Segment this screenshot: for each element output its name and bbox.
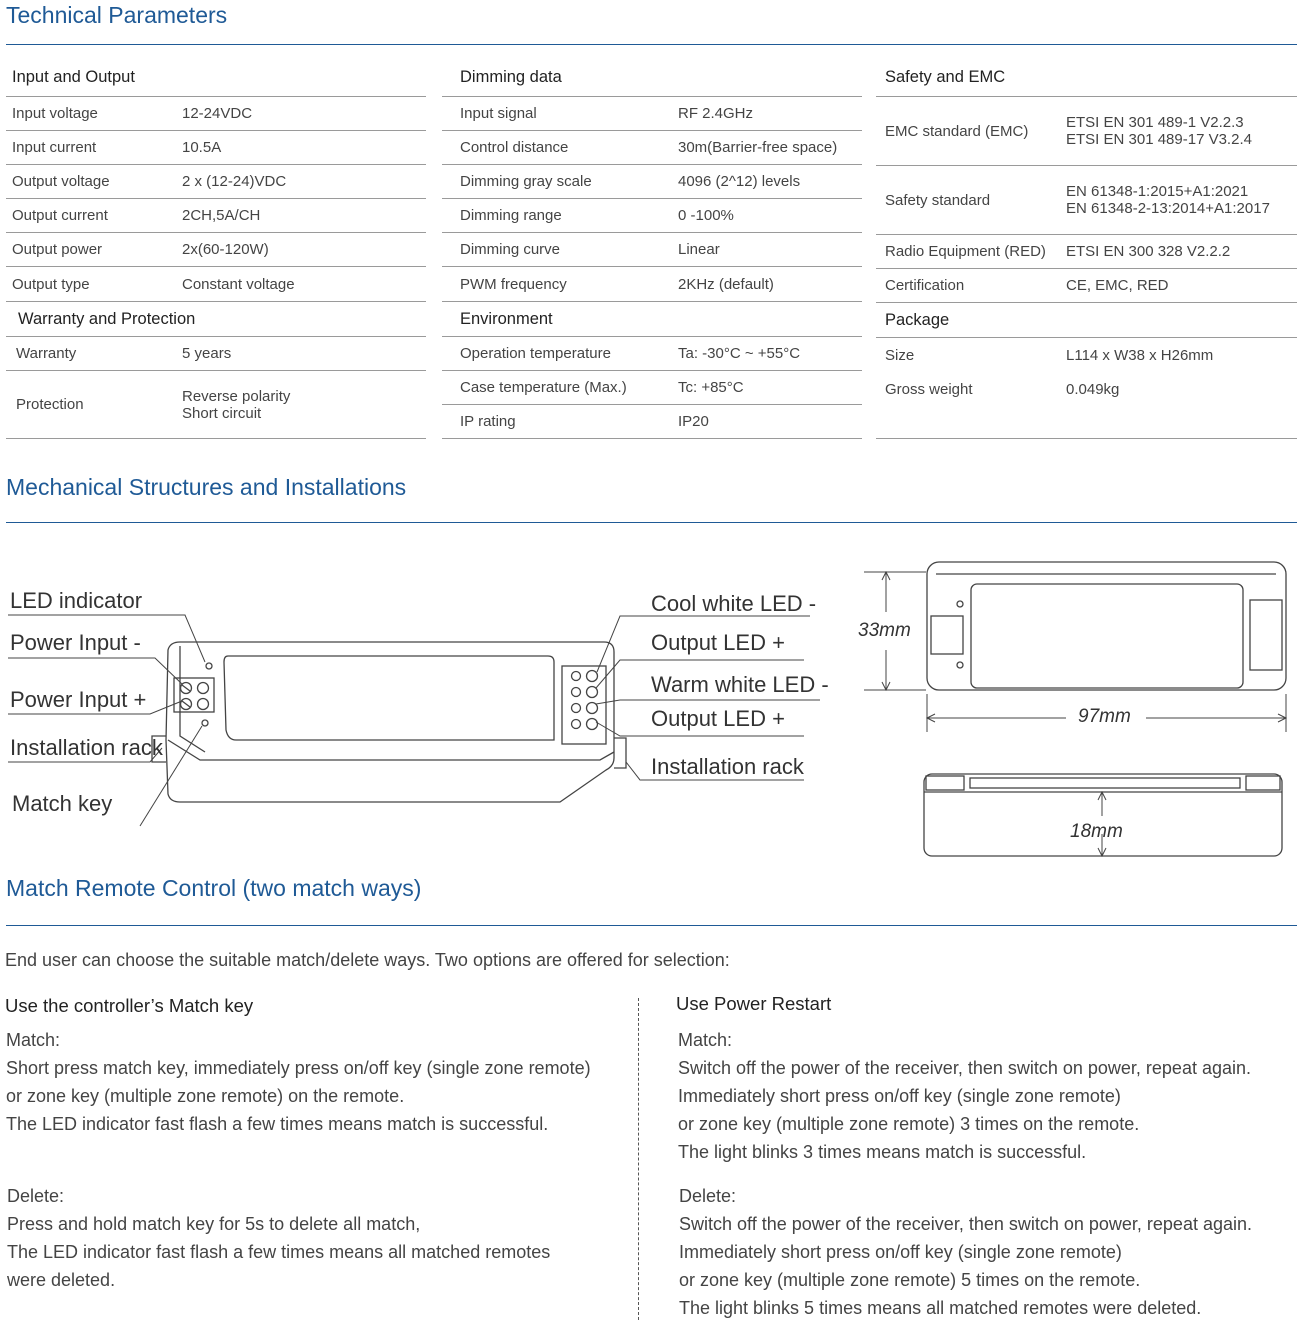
- right-match-line: Switch off the power of the receiver, then switch on power, repeat again.: [678, 1058, 1252, 1078]
- row-key: Size: [885, 346, 915, 364]
- row-value-line: IP20: [678, 413, 709, 430]
- row-value: [678, 97, 753, 130]
- row-key: Output power: [12, 241, 103, 258]
- right-method-title: Use Power Restart: [676, 993, 832, 1014]
- right-match-label: Match:: [678, 1030, 733, 1050]
- right-delete-line: The light blinks 5 times means all matched remotes were deleted.: [679, 1298, 1202, 1318]
- row-value: [678, 371, 744, 404]
- row-value-line: Short circuit: [182, 404, 262, 422]
- table-row: [6, 97, 426, 131]
- table-row: [442, 337, 862, 371]
- row-key: Warranty: [16, 345, 77, 362]
- row-value: [1066, 338, 1213, 372]
- table-header: [442, 302, 862, 337]
- table-row: [442, 405, 862, 439]
- section-rule: [6, 44, 1297, 45]
- section-rule: [6, 925, 1297, 926]
- left-match-line: Short press match key, immediately press on/off key (single zone remote): [6, 1058, 591, 1078]
- row-value: [678, 233, 720, 266]
- safety-table: [876, 58, 1297, 440]
- row-value-line: Linear: [678, 241, 720, 258]
- table-header: [6, 302, 426, 337]
- row-key: Input signal: [460, 105, 537, 122]
- row-key: Radio Equipment (RED): [885, 243, 1046, 260]
- row-value-line: L114 x W38 x H26mm: [1066, 346, 1214, 364]
- row-value: [182, 371, 290, 438]
- row-value: [678, 337, 800, 370]
- match-intro: End user can choose the suitable match/delete ways. Two options are offered for selection:: [5, 950, 730, 970]
- table-row: [876, 235, 1297, 269]
- row-value-line: 0.049kg: [1066, 380, 1120, 398]
- row-value: [182, 199, 260, 232]
- row-key: Dimming range: [460, 207, 562, 224]
- table-row: [442, 267, 862, 302]
- table-row: [876, 97, 1297, 166]
- row-value-line: CE, EMC, RED: [1066, 277, 1169, 294]
- label-output-led-plus-2: Output LED +: [651, 706, 785, 731]
- table-header-label: Input and Output: [12, 67, 135, 86]
- column-divider: [638, 998, 639, 1320]
- table-header: [442, 58, 862, 97]
- dimension-depth: 18mm: [1070, 821, 1123, 842]
- table-row: [876, 269, 1297, 303]
- table-row: [6, 165, 426, 199]
- row-value-line: 2x(60-120W): [182, 241, 269, 258]
- row-value: [182, 233, 269, 266]
- section-rule: [6, 522, 1297, 523]
- table-row: [6, 371, 426, 439]
- row-value-line: ETSI EN 301 489-17 V3.2.4: [1066, 131, 1252, 148]
- device-top-view: [856, 552, 1296, 862]
- label-cool-white-led: Cool white LED -: [651, 591, 817, 616]
- row-key: PWM frequency: [460, 275, 567, 293]
- left-match-line: The LED indicator fast flash a few times means match is successful.: [6, 1114, 549, 1134]
- row-value-line: Constant voltage: [182, 275, 295, 293]
- row-value-line: Ta: -30°C ~ +55°C: [678, 345, 801, 362]
- row-key: Output type: [12, 275, 90, 293]
- row-value-line: 2KHz (default): [678, 275, 774, 293]
- section-title-technical: Technical Parameters: [6, 2, 228, 28]
- row-value: [1066, 166, 1270, 234]
- dimming-table: [442, 58, 862, 440]
- label-match-key: Match key: [12, 791, 113, 816]
- left-delete-line: were deleted.: [7, 1270, 116, 1290]
- row-key: Safety standard: [885, 191, 991, 209]
- row-key: Operation temperature: [460, 345, 611, 362]
- right-delete-block: [679, 1182, 1252, 1322]
- row-value: [1066, 235, 1230, 268]
- row-key: Output voltage: [12, 173, 110, 190]
- label-output-led-plus-1: Output LED +: [651, 630, 785, 655]
- row-value: [678, 199, 734, 232]
- right-delete-line: Switch off the power of the receiver, then switch on power, repeat again.: [679, 1214, 1253, 1234]
- row-value-line: ETSI EN 300 328 V2.2.2: [1066, 243, 1231, 260]
- row-value-line: ETSI EN 301 489-1 V2.2.3: [1066, 114, 1244, 131]
- row-key: Case temperature (Max.): [460, 379, 627, 396]
- row-value-line: 10.5A: [182, 139, 222, 156]
- row-value-line: 5 years: [182, 345, 232, 362]
- table-header-label: Package: [885, 310, 950, 329]
- row-key: EMC standard (EMC): [885, 122, 1029, 140]
- table-header: [6, 58, 426, 97]
- table-row: [6, 233, 426, 267]
- row-key: Input voltage: [12, 105, 98, 122]
- left-delete-line: The LED indicator fast flash a few times means all matched remotes: [7, 1242, 551, 1262]
- row-value: [1066, 372, 1119, 406]
- table-header-label: Dimming data: [460, 67, 562, 86]
- row-value-line: 12-24VDC: [182, 105, 253, 122]
- table-header-label: Environment: [460, 309, 553, 328]
- dimension-height: 33mm: [858, 620, 911, 641]
- right-match-line: Immediately short press on/off key (single zone remote): [678, 1086, 1121, 1106]
- row-key: Output current: [12, 207, 108, 224]
- left-match-line: or zone key (multiple zone remote) on the remote.: [6, 1086, 405, 1106]
- row-value-line: EN 61348-2-13:2014+A1:2017: [1066, 200, 1270, 217]
- left-delete-block: [7, 1182, 550, 1294]
- row-key: Dimming gray scale: [460, 173, 592, 190]
- right-delete-line: or zone key (multiple zone remote) 5 times on the remote.: [679, 1270, 1141, 1290]
- row-value-line: 2CH,5A/CH: [182, 207, 261, 224]
- table-row: [6, 267, 426, 302]
- row-value: [1066, 269, 1169, 302]
- row-value: [678, 165, 800, 198]
- row-value-line: 4096 (2^12) levels: [678, 173, 801, 190]
- row-key: IP rating: [460, 413, 516, 430]
- left-delete-label: Delete:: [7, 1186, 65, 1206]
- row-value: [182, 267, 295, 301]
- table-header-label: Warranty and Protection: [18, 309, 196, 328]
- table-row: [6, 199, 426, 233]
- table-header-label: Safety and EMC: [885, 67, 1006, 86]
- row-key: Dimming curve: [460, 241, 561, 258]
- row-value-line: EN 61348-1:2015+A1:2021: [1066, 183, 1249, 200]
- row-value: [1066, 97, 1252, 165]
- right-match-line: The light blinks 3 times means match is successful.: [678, 1142, 1087, 1162]
- row-key: Input current: [12, 139, 97, 156]
- left-match-label: Match:: [6, 1030, 61, 1050]
- table-row: [876, 338, 1297, 372]
- label-warm-white-led: Warm white LED -: [651, 672, 829, 697]
- row-value: [678, 131, 837, 164]
- left-method-title: Use the controller’s Match key: [5, 995, 254, 1016]
- row-value-line: Tc: +85°C: [678, 379, 744, 396]
- row-value-line: 30m(Barrier-free space): [678, 139, 838, 156]
- table-row: [442, 233, 862, 267]
- label-power-input-minus: Power Input -: [10, 630, 141, 655]
- left-match-block: [6, 1026, 591, 1138]
- row-value-line: 0 -100%: [678, 207, 734, 224]
- row-value: [182, 337, 231, 370]
- right-delete-line: Immediately short press on/off key (single zone remote): [679, 1242, 1122, 1262]
- table-row: [442, 97, 862, 131]
- table-row: [442, 371, 862, 405]
- label-installation-rack-left: Installation rack: [10, 735, 163, 760]
- right-match-block: [678, 1026, 1251, 1166]
- table-row: [442, 199, 862, 233]
- row-key: Certification: [885, 277, 965, 294]
- table-row: [6, 131, 426, 165]
- row-key: Gross weight: [885, 380, 973, 398]
- left-delete-line: Press and hold match key for 5s to delete all match,: [7, 1214, 421, 1234]
- label-led-indicator: LED indicator: [10, 588, 143, 613]
- right-delete-label: Delete:: [679, 1186, 737, 1206]
- table-row-spacer: [876, 406, 1297, 439]
- dimension-width: 97mm: [1078, 706, 1131, 727]
- row-key: Control distance: [460, 139, 569, 156]
- input-output-table: [6, 58, 426, 440]
- section-title-mechanical: Mechanical Structures and Installations: [6, 474, 407, 500]
- table-row: [442, 165, 862, 199]
- right-match-line: or zone key (multiple zone remote) 3 times on the remote.: [678, 1114, 1140, 1134]
- row-value: [182, 97, 252, 130]
- row-value-line: RF 2.4GHz: [678, 105, 754, 122]
- row-value: [678, 405, 709, 438]
- section-title-match: Match Remote Control (two match ways): [6, 875, 422, 901]
- table-header: [876, 58, 1297, 97]
- row-value: [182, 165, 286, 198]
- label-installation-rack-right: Installation rack: [651, 754, 804, 779]
- table-header: [876, 303, 1297, 338]
- row-value: [678, 267, 774, 301]
- row-key: Protection: [16, 396, 84, 413]
- table-row: [876, 166, 1297, 235]
- label-power-input-plus: Power Input +: [10, 687, 147, 712]
- table-row: [876, 372, 1297, 406]
- row-value: [182, 131, 221, 164]
- row-value-line: Reverse polarity: [182, 387, 291, 405]
- table-row: [6, 337, 426, 371]
- table-row: [442, 131, 862, 165]
- row-value-line: 2 x (12-24)VDC: [182, 173, 287, 190]
